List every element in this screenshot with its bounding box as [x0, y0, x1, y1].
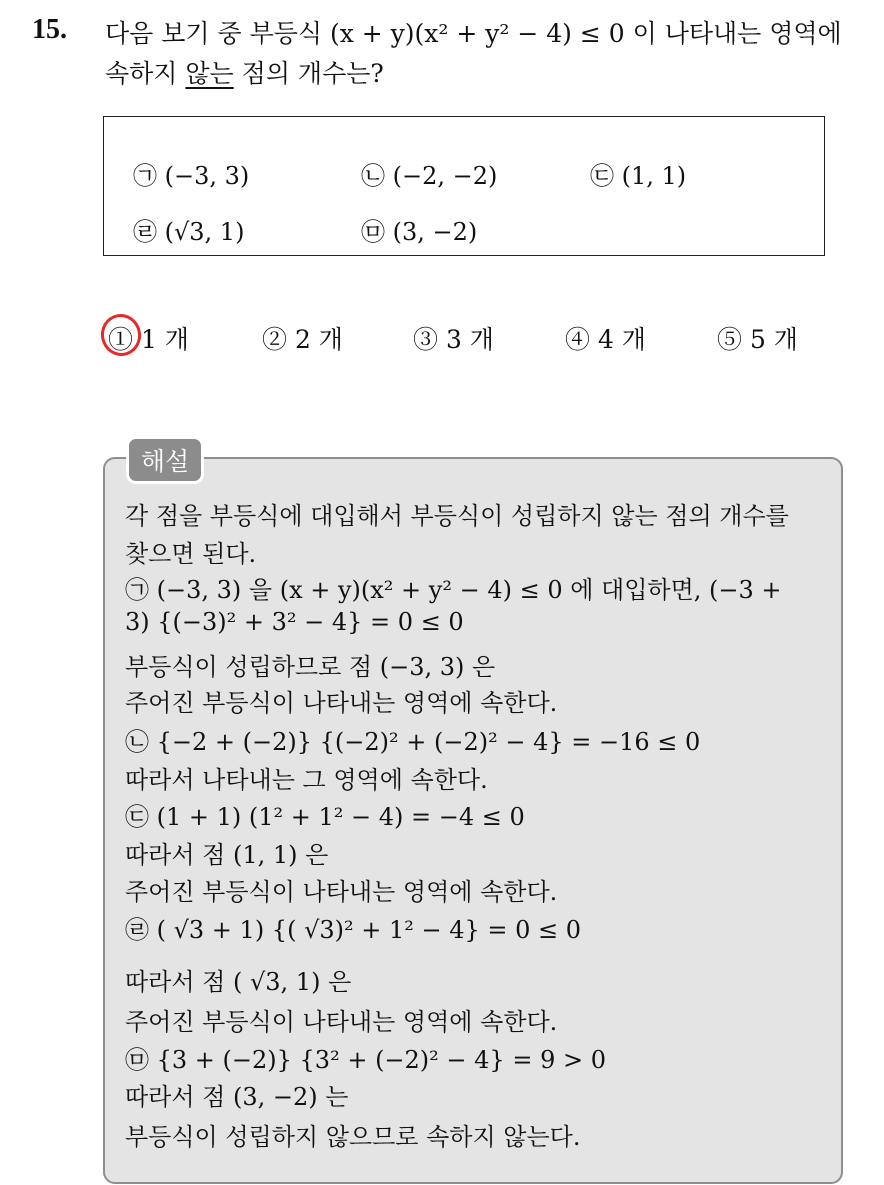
option-c: ㉢ (1, 1) — [590, 162, 687, 190]
solution-line: 따라서 점 ( √3, 1) 은 — [125, 968, 352, 996]
choice-4[interactable]: ④ 4 개 — [565, 325, 646, 354]
solution-line: ㉤ {3 + (−2)} {3² + (−2)² − 4} = 9 > 0 — [125, 1046, 606, 1074]
solution-line: 따라서 점 (3, −2) 는 — [125, 1083, 349, 1111]
question-line-2-post: 점의 개수는? — [233, 59, 384, 88]
option-d: ㉣ (√3, 1) — [133, 218, 245, 246]
solution-line: 주어진 부등식이 나타내는 영역에 속한다. — [125, 689, 558, 717]
solution-line: ㉢ (1 + 1) (1² + 1² − 4) = −4 ≤ 0 — [125, 803, 525, 831]
solution-line: 따라서 나타내는 그 영역에 속한다. — [125, 766, 488, 794]
choice-5[interactable]: ⑤ 5 개 — [717, 325, 798, 354]
solution-line: 각 점을 부등식에 대입해서 부등식이 성립하지 않는 점의 개수를 — [125, 502, 789, 530]
solution-line: 부등식이 성립하므로 점 (−3, 3) 은 — [125, 653, 496, 681]
solution-line: 찾으면 된다. — [125, 540, 257, 568]
option-b: ㉡ (−2, −2) — [361, 162, 498, 190]
solution-line: 주어진 부등식이 나타내는 영역에 속한다. — [125, 878, 558, 906]
choice-1[interactable]: ① 1 개 — [108, 325, 189, 354]
solution-tag: 해설 — [126, 436, 204, 484]
question-line-2-pre: 속하지 — [105, 59, 186, 88]
solution-line: ㉣ ( √3 + 1) {( √3)² + 1² − 4} = 0 ≤ 0 — [125, 916, 582, 944]
question-line-1: 다음 보기 중 부등식 (x + y)(x² + y² − 4) ≤ 0 이 나타내는 영역에 — [105, 19, 842, 48]
question-text — [105, 14, 865, 94]
solution-line: ㉡ {−2 + (−2)} {(−2)² + (−2)² − 4} = −16 ≤ 0 — [125, 728, 701, 756]
choice-2[interactable]: ② 2 개 — [262, 325, 343, 354]
underlined-word: 않는 — [185, 59, 234, 88]
option-a: ㉠ (−3, 3) — [133, 162, 250, 190]
solution-line: 부등식이 성립하지 않으므로 속하지 않는다. — [125, 1123, 581, 1151]
solution-line: 3) {(−3)² + 3² − 4} = 0 ≤ 0 — [125, 608, 464, 636]
solution-line: 따라서 점 (1, 1) 은 — [125, 841, 329, 869]
option-e: ㉤ (3, −2) — [361, 218, 478, 246]
solution-line: 주어진 부등식이 나타내는 영역에 속한다. — [125, 1008, 558, 1036]
choice-3[interactable]: ③ 3 개 — [413, 325, 494, 354]
question-line-2 — [105, 54, 865, 94]
solution-line: ㉠ (−3, 3) 을 (x + y)(x² + y² − 4) ≤ 0 에 대입하면, (−3 + — [125, 576, 782, 604]
question-number: 15. — [32, 14, 67, 45]
